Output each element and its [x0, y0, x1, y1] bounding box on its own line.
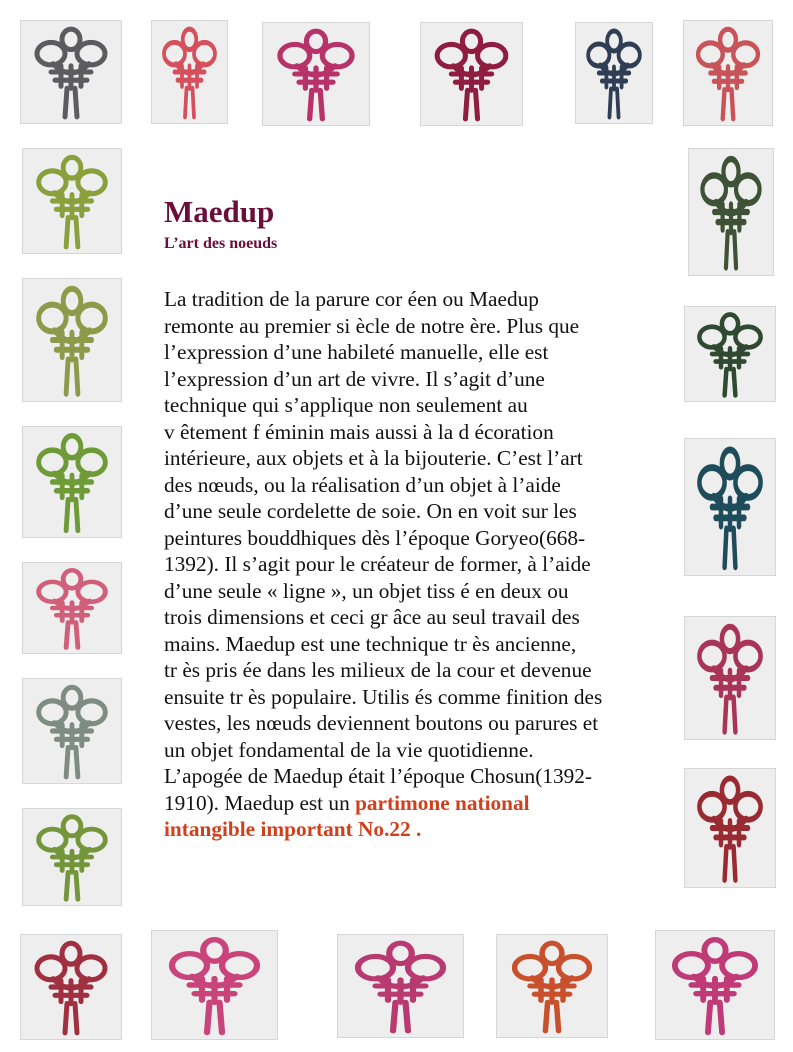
photo-knot-dark-green-weave [688, 148, 774, 276]
photo-knot-red-diamond [684, 768, 776, 888]
photo-knot-navy [575, 22, 653, 124]
page-subtitle: L’art des noeuds [164, 235, 278, 252]
photo-knot-olive-heart [22, 278, 122, 402]
photo-knot-coral-cross [151, 20, 228, 124]
photo-knot-pink-butterfly [22, 562, 122, 654]
photo-knot-grey-green-square [22, 678, 122, 784]
photo-knot-magenta-mat [151, 930, 278, 1040]
photo-knot-green-triangle [22, 808, 122, 906]
photo-knot-teal-diamond [684, 438, 776, 576]
photo-knot-orange-butterfly [496, 934, 608, 1038]
photo-knot-green-flower [22, 426, 122, 538]
photo-knot-green-tree [22, 148, 122, 254]
photo-knot-dark-green-cross [684, 306, 776, 402]
photo-knot-magenta-oval [655, 930, 775, 1040]
article-body-text: La tradition de la parure cor éen ou Maedup remonte au premier si ècle de notre ère. Plus que l’expression d’une habileté manuelle, elle est l’expression d’un art de vivre. Il s’agit d’une technique qui s’applique non seulement au v êtement f éminin mais aussi à la d écoration intérieure, aux objets et à la bijouterie. C’est l’art des nœuds, ou la réalisation d’un objet à l’aide d’une seule cordelette de soie. On en voit sur les peintures bouddhiques dès l’époque Goryeo(668- 1392). Il s’agit pour le créateur de former, à l’aide d’une seule « ligne », un objet tiss é en deux ou trois dimensions et ceci gr âce au seul travail des mains. Maedup est une technique tr ès ancienne, tr ès pris ée dans les milieux de la cour et devenue ensuite tr ès populaire. Utilis és comme finition des vestes, les nœuds deviennent boutons ou parures et un objet fondamental de la vie quotidienne. L’apogée de Maedup était l’époque Chosun(1392- 1910). Maedup est un [164, 287, 603, 815]
photo-knot-rose-square [684, 616, 776, 740]
photo-knot-red-dragonfly [20, 934, 122, 1040]
article-body [164, 286, 664, 843]
photo-knot-burgundy-butterfly [420, 22, 523, 126]
page-title: Maedup [164, 194, 275, 229]
photo-knot-magenta-wide [262, 22, 370, 126]
heritage-highlight: partimone national intangible important No.22 . [164, 790, 530, 841]
photo-knot-grey-pink-center [20, 20, 122, 124]
photo-knot-coral-tree [683, 20, 773, 126]
photo-knot-magenta-diamond [337, 934, 464, 1038]
